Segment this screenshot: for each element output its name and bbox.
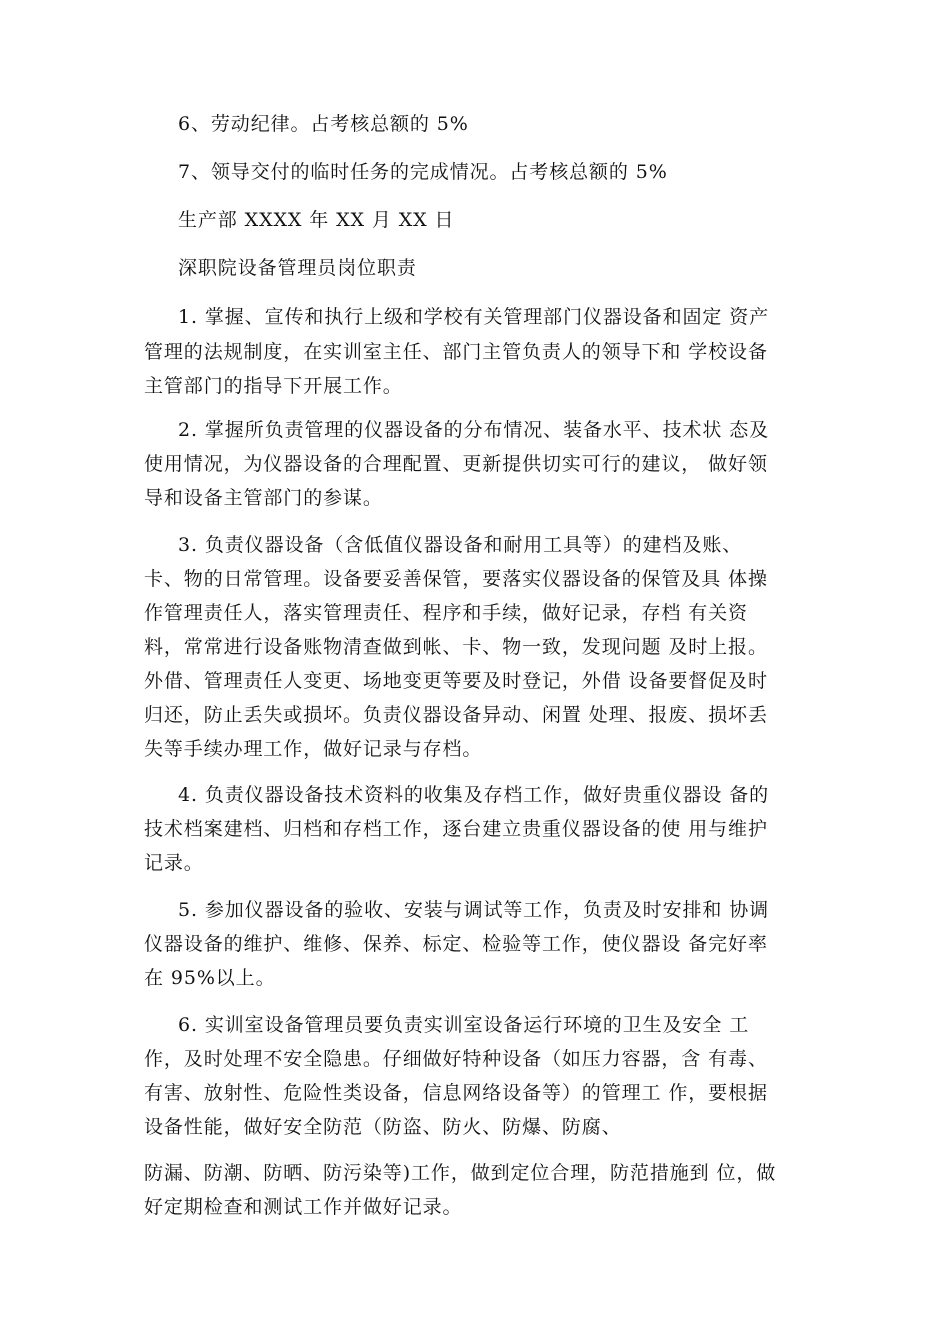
text-line: 料，常常进行设备账物清查做到帐、卡、物一致，发现问题 及时上报。: [144, 636, 768, 658]
text-line: 管理的法规制度，在实训室主任、部门主管负责人的领导下和 学校设备: [144, 341, 768, 363]
text-line: 作管理责任人，落实管理责任、程序和手续，做好记录，存档 有关资: [144, 602, 748, 624]
text-line: 使用情况，为仪器设备的合理配置、更新提供切实可行的建议， 做好领: [144, 453, 768, 475]
text-line: 3. 负责仪器设备（含低值仪器设备和耐用工具等）的建档及账、: [178, 534, 743, 556]
text-line: 主管部门的指导下开展工作。: [144, 375, 403, 397]
text-line: 7、领导交付的临时任务的完成情况。占考核总额的 5%: [178, 161, 668, 183]
text-line: 失等手续办理工作，做好记录与存档。: [144, 738, 483, 760]
text-line: 卡、物的日常管理。设备要妥善保管，要落实仪器设备的保管及具 体操: [144, 568, 768, 590]
text-line: 外借、管理责任人变更、场地变更等要及时登记，外借 设备要督促及时: [144, 670, 768, 692]
text-line: 仪器设备的维护、维修、保养、标定、检验等工作，使仪器设 备完好率: [144, 933, 768, 955]
section-title: 深职院设备管理员岗位职责: [178, 257, 417, 279]
text-line: 作，及时处理不安全隐患。仔细做好特种设备（如压力容器，含 有毒、: [144, 1048, 768, 1070]
text-line: 技术档案建档、归档和存档工作，逐台建立贵重仪器设备的使 用与维护: [144, 818, 768, 840]
text-line: 6、劳动纪律。占考核总额的 5%: [178, 113, 469, 135]
date-signature-line: 生产部 XXXX 年 XX 月 XX 日: [178, 209, 455, 231]
text-line: 5. 参加仪器设备的验收、安装与调试等工作，负责及时安排和 协调: [178, 899, 770, 921]
text-line: 在 95%以上。: [144, 967, 276, 989]
text-line: 记录。: [144, 852, 204, 874]
text-line: 防漏、防潮、防晒、防污染等)工作，做到定位合理，防范措施到 位，做: [144, 1162, 777, 1184]
text-line: 好定期检查和测试工作并做好记录。: [144, 1196, 463, 1218]
text-line: 4. 负责仪器设备技术资料的收集及存档工作，做好贵重仪器设 备的: [178, 784, 770, 806]
text-line: 归还，防止丢失或损坏。负责仪器设备异动、闲置 处理、报废、损坏丢: [144, 704, 768, 726]
text-line: 6. 实训室设备管理员要负责实训室设备运行环境的卫生及安全 工: [178, 1014, 750, 1036]
text-line: 2. 掌握所负责管理的仪器设备的分布情况、装备水平、技术状 态及: [178, 419, 770, 441]
text-line: 设备性能，做好安全防范（防盗、防火、防爆、防腐、: [144, 1116, 622, 1138]
text-line: 有害、放射性、危险性类设备，信息网络设备等）的管理工 作，要根据: [144, 1082, 768, 1104]
text-line: 1. 掌握、宣传和执行上级和学校有关管理部门仪器设备和固定 资产: [178, 306, 770, 328]
text-line: 导和设备主管部门的参谋。: [144, 487, 383, 509]
